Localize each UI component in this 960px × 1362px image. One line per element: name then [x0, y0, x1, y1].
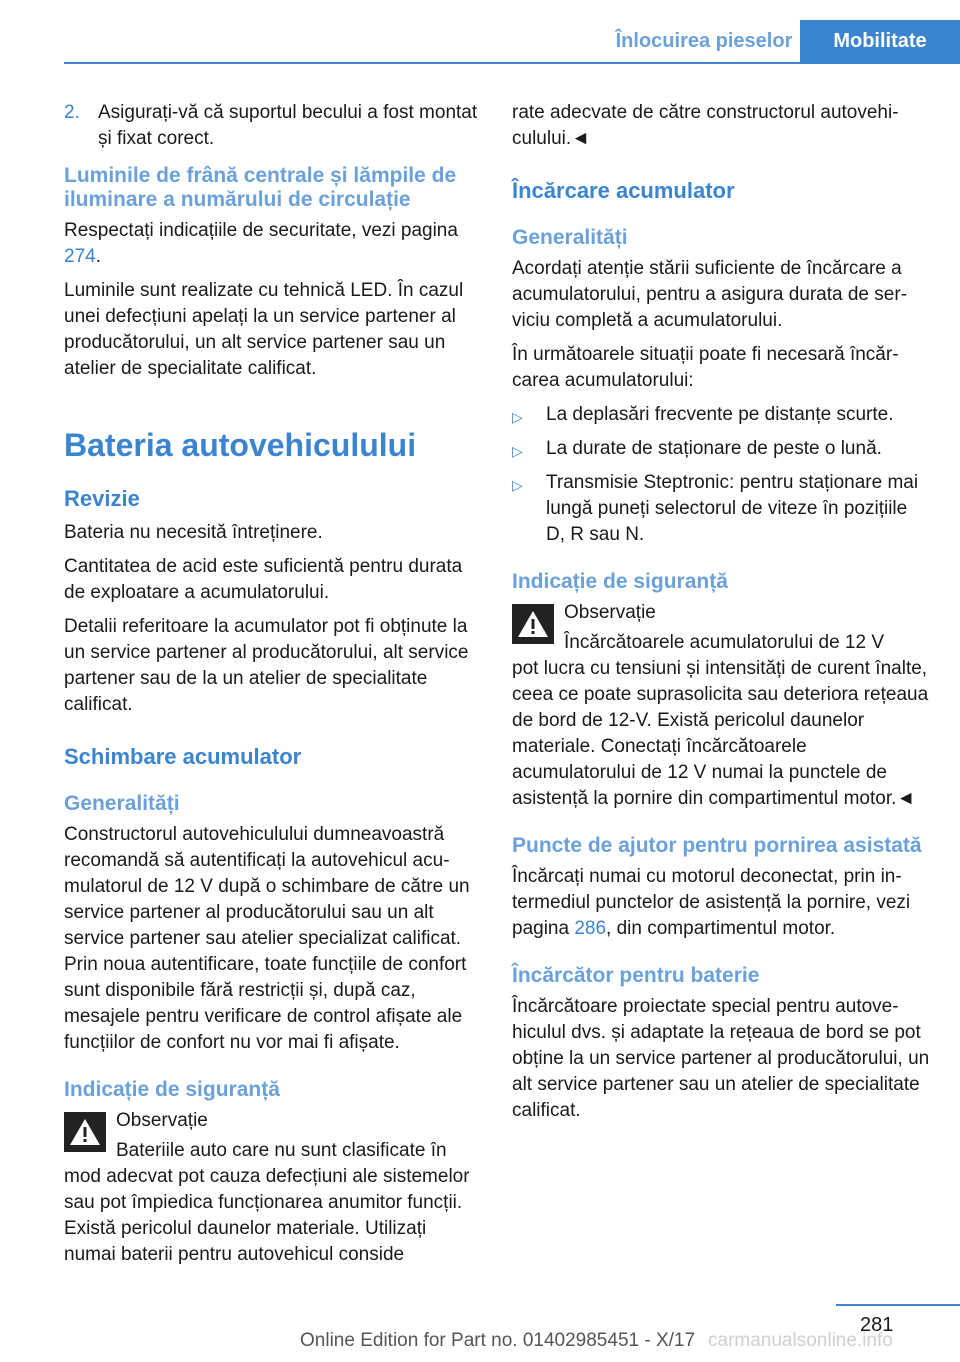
revizie-paragraph-1: Bateria nu necesită întreținere.: [64, 522, 323, 543]
chapter-tab[interactable]: Mobilitate: [800, 20, 960, 62]
puncte-text-end: , din compartimentul motor.: [606, 918, 836, 939]
bullet-text: La durate de staționare de peste o lună.: [546, 438, 882, 459]
page-number: 281: [860, 1314, 894, 1336]
warning-triangle-icon: [64, 1112, 106, 1152]
warning-triangle-icon: [512, 604, 554, 644]
warning-text: mod adecvat pot cauza defecțiuni ale sistemelor sau pot împiedica funcționarea anumitor funcții. Există pericolul daunelor materiale. Utilizați numai baterii pentru autovehicul conside: [64, 1166, 470, 1265]
list-item: [512, 470, 930, 548]
incarcare-paragraph-2: În următoarele situații poate fi necesară încărcarea acumulatorului:: [512, 344, 899, 391]
heading-generalitati-right: Generalități: [512, 226, 628, 249]
lights-paragraph-2: Luminile sunt realizate cu tehnică LED. În cazul unei defecțiuni apelați la un service partener al producătorului, un alt service partener sau un atelier de specialitate calificat.: [64, 280, 464, 379]
step-number: 2.: [64, 102, 80, 123]
heading-lights: Luminile de frână centrale și lămpile de iluminare a numărului de circulație: [64, 164, 457, 211]
heading-schimbare: Schimbare acumulator: [64, 744, 302, 769]
triangle-bullet-icon: ▷: [512, 477, 523, 493]
continued-paragraph: rate adecvate de către constructorul autovehiculului.◄: [512, 102, 899, 149]
heading-incarcator: Încărcător pentru baterie: [512, 964, 760, 987]
heading-generalitati: Generalități: [64, 792, 180, 815]
watermark: carmanualsonline.info: [708, 1330, 893, 1351]
list-item: [512, 402, 930, 430]
page-link-274[interactable]: 274: [64, 246, 96, 267]
bullet-list: [512, 402, 930, 548]
heading-indicatie-right: Indicație de siguranță: [512, 570, 728, 593]
warning-box: [64, 1108, 482, 1268]
generalitati-paragraph: Constructorul autovehiculului dumneavoastră recomandă să autentificați la autovehicul acumulatorul de 12 V după o schimbare de către un service partener al producătorului sau un alt service partener sau atelier specializat calificat. Prin noua autentificare, toate funcțiile de confort sunt disponibile fără restricții și, după caz, mesajele pentru verificare de control afișate ale funcțiilor de confort nu vor mai fi afișate.: [64, 824, 470, 1053]
page-header: [64, 0, 960, 64]
left-column: [64, 100, 482, 1268]
heading-indicatie: Indicație de siguranță: [64, 1078, 280, 1101]
right-column: [512, 100, 930, 1132]
numbered-step: [64, 100, 482, 152]
lights-text: Respectați indicațiile de securitate, vezi pagina: [64, 220, 458, 241]
revizie-paragraph-2: Cantitatea de acid este suficientă pentru durata de exploatare a acumulatorului.: [64, 556, 463, 603]
warning-text-first-line: Încărcătoarele acumulatorului de 12 V: [564, 632, 885, 653]
heading-battery: Bateria autovehiculului: [64, 427, 417, 463]
page-link-286[interactable]: 286: [574, 918, 607, 939]
warning-box-right: [512, 600, 930, 812]
step-text: Asigurați-vă că suportul becului a fost montat și fixat corect.: [98, 102, 478, 149]
incarcator-paragraph: Încărcătoare proiectate special pentru autovehiculul dvs. și adaptate la rețeaua de bord se pot obține la un service partener al producătorului, un alt service partener sau un atelier de specialitate calificat.: [512, 996, 930, 1121]
lights-text-end: .: [95, 246, 101, 267]
footer-divider: [836, 1304, 960, 1306]
triangle-bullet-icon: ▷: [512, 409, 523, 425]
list-item: [512, 436, 930, 464]
warning-title: Observație: [116, 1110, 208, 1131]
warning-text: pot lucra cu tensiuni și intensități de curent înalte, ceea ce poate suprasolicita sau deteriora rețeaua de bord de 12-V. Există pericolul daunelor materiale. Conectați încărcătoarele acumulatorului de 12 V numai la punctele de asistență la pornire din compartimentul motor.◄: [512, 658, 929, 809]
incarcare-paragraph-1: Acordați atenție stării suficiente de încărcare a acumulatorului, pentru a asigura durata de serviciu completă a acumulatorului.: [512, 258, 908, 331]
heading-puncte: Puncte de ajutor pentru pornirea asistată: [512, 834, 922, 857]
heading-incarcare: Încărcare acumulator: [512, 178, 735, 203]
heading-revizie: Revizie: [64, 486, 140, 511]
warning-title: Observație: [564, 602, 656, 623]
bullet-text: Transmisie Steptronic: pentru staționare mai lungă puneți selectorul de viteze în pozițiile D, R sau N.: [546, 472, 919, 545]
section-tab[interactable]: Înlocuirea pieselor: [594, 20, 814, 62]
triangle-bullet-icon: ▷: [512, 443, 523, 459]
lights-paragraph-1: [64, 218, 482, 270]
bullet-text: La deplasări frecvente pe distanțe scurte.: [546, 404, 894, 425]
warning-text-first-line: Bateriile auto care nu sunt clasificate în: [116, 1140, 447, 1161]
puncte-paragraph: [512, 864, 930, 942]
edition-text: Online Edition for Part no. 01402985451 - X/17: [300, 1330, 696, 1351]
revizie-paragraph-3: Detalii referitoare la acumulator pot fi obținute la un service partener al producătorului, alt service partener sau de la un atelier de specialitate calificat.: [64, 616, 469, 715]
puncte-text: Încărcați numai cu motorul deconectat, prin intermediul punctelor de asistență la pornire, vezi pagina: [512, 866, 911, 939]
